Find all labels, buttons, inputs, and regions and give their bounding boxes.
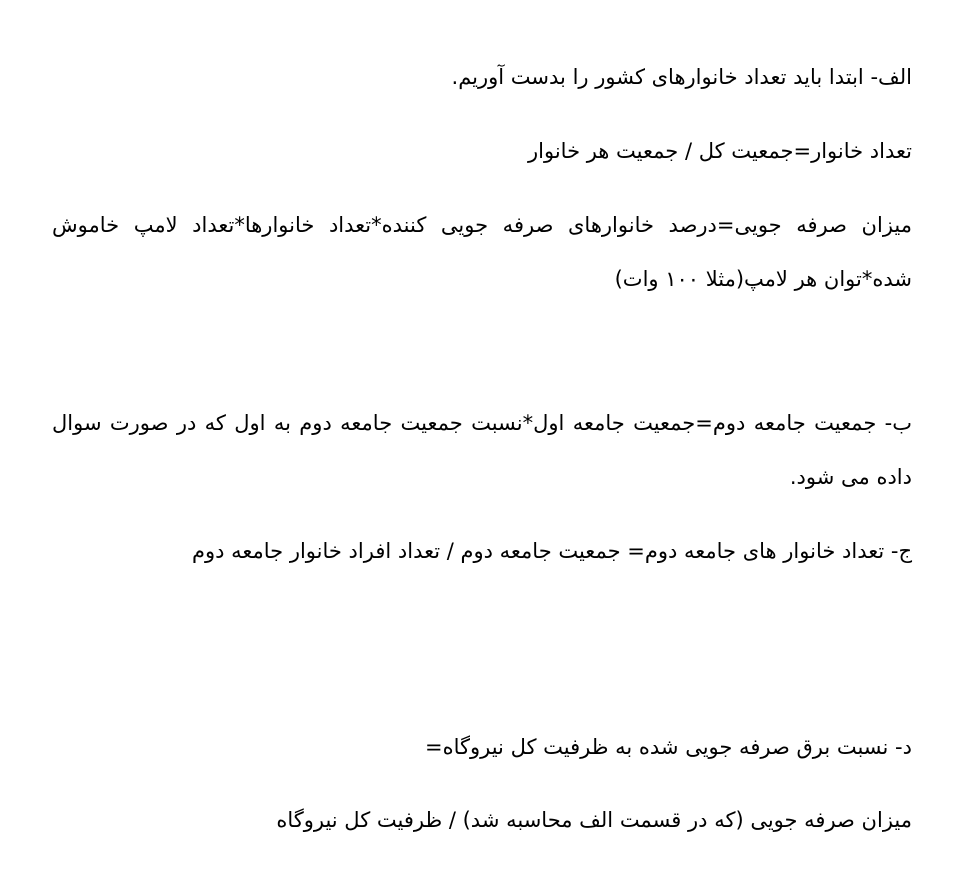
part-a-savings-formula: میزان صرفه جویی=درصد خانوارهای صرفه جویی کننده*تعداد خانوارها*تعداد لامپ خاموش شده*توان هر لامپ(مثلا ۱۰۰ وات) <box>52 213 912 291</box>
part-a-intro: الف- ابتدا باید تعداد خانوارهای کشور را بدست آوریم. <box>451 65 912 89</box>
part-a-households-formula: تعداد خانوار=جمعیت کل / جمعیت هر خانوار <box>528 139 912 163</box>
part-d-intro: د- نسبت برق صرفه جویی شده به ظرفیت کل نیروگاه= <box>425 735 912 759</box>
part-d-formula: میزان صرفه جویی (که در قسمت الف محاسبه شد) / ظرفیت کل نیروگاه <box>276 808 912 832</box>
part-b-text: ب- جمعیت جامعه دوم=جمعیت جامعه اول*نسبت جمعیت جامعه دوم به اول که در صورت سوال داده می شود. <box>52 411 912 489</box>
part-c-text: ج- تعداد خانوار های جامعه دوم= جمعیت جامعه دوم / تعداد افراد خانوار جامعه دوم <box>191 539 912 563</box>
